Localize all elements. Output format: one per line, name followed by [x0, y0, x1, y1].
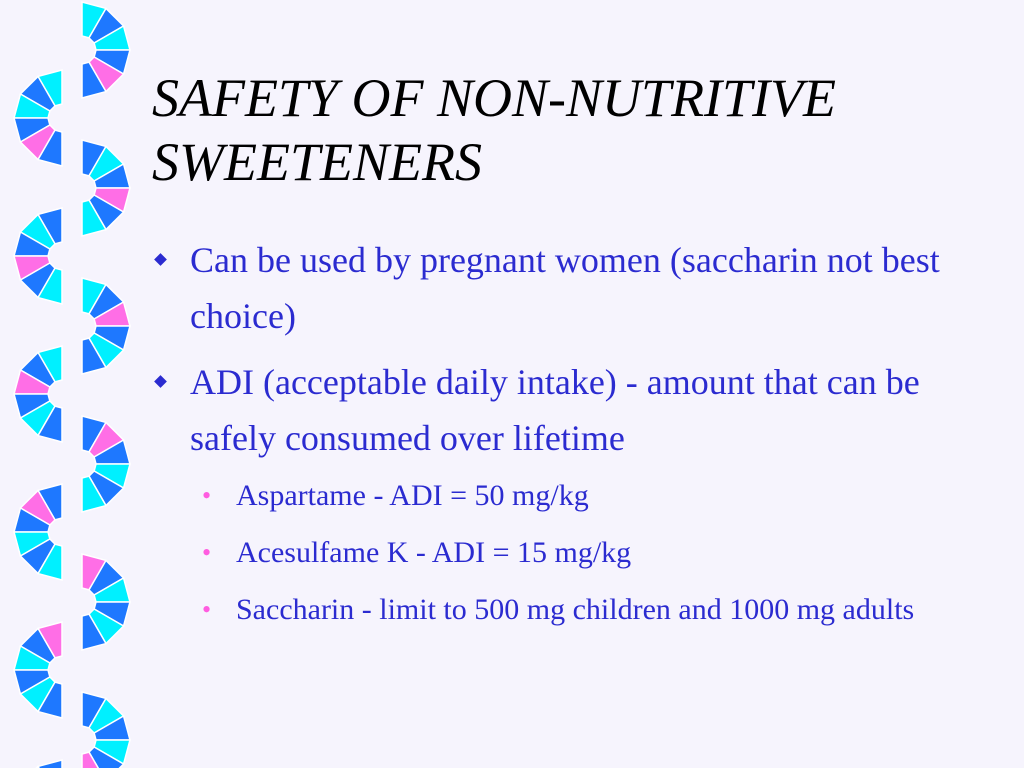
sub-bullet-text: Saccharin - limit to 500 mg children and 1000 mg adults — [236, 593, 915, 626]
dot-bullet-icon: • — [202, 538, 212, 567]
ribbon-arc — [14, 346, 62, 442]
dot-bullet-icon: • — [202, 595, 212, 624]
sub-bullet-aspartame — [202, 472, 1006, 520]
ribbon-arc — [14, 70, 62, 166]
ribbon-arc — [82, 278, 130, 374]
decorative-ribbon-border — [0, 0, 150, 768]
ribbon-arc — [82, 554, 130, 650]
dot-bullet-icon: • — [202, 481, 212, 510]
ribbon-arc — [14, 622, 62, 718]
ribbon-arc — [14, 760, 62, 768]
title-line-2: SWEETENERS — [152, 132, 482, 192]
title-line-1: SAFETY OF NON-NUTRITIVE — [152, 68, 837, 128]
bullet-pregnant-women — [156, 232, 1006, 344]
ribbon-arc — [82, 140, 130, 236]
slide-body — [156, 232, 1006, 643]
slide-title — [152, 66, 1012, 194]
sub-bullet-text: Acesulfame K - ADI = 15 mg/kg — [236, 536, 632, 569]
ribbon-band — [38, 760, 62, 768]
sub-bullet-acesulfame — [202, 529, 1006, 577]
adi-sub-list — [202, 472, 1006, 634]
bullet-adi — [156, 354, 1006, 466]
sub-bullet-text: Aspartame - ADI = 50 mg/kg — [236, 479, 589, 512]
bullet-text: Can be used by pregnant women (saccharin not best choice) — [190, 240, 940, 336]
ribbon-arc — [82, 2, 130, 98]
diamond-bullet-icon — [154, 375, 167, 388]
ribbon-arc — [14, 484, 62, 580]
bullet-text: ADI (acceptable daily intake) - amount that can be safely consumed over lifetime — [190, 362, 920, 458]
ribbon-arc — [82, 416, 130, 512]
sub-bullet-saccharin — [202, 586, 1006, 634]
ribbon-arc — [82, 692, 130, 768]
diamond-bullet-icon — [154, 253, 167, 266]
ribbon-arc — [14, 208, 62, 304]
